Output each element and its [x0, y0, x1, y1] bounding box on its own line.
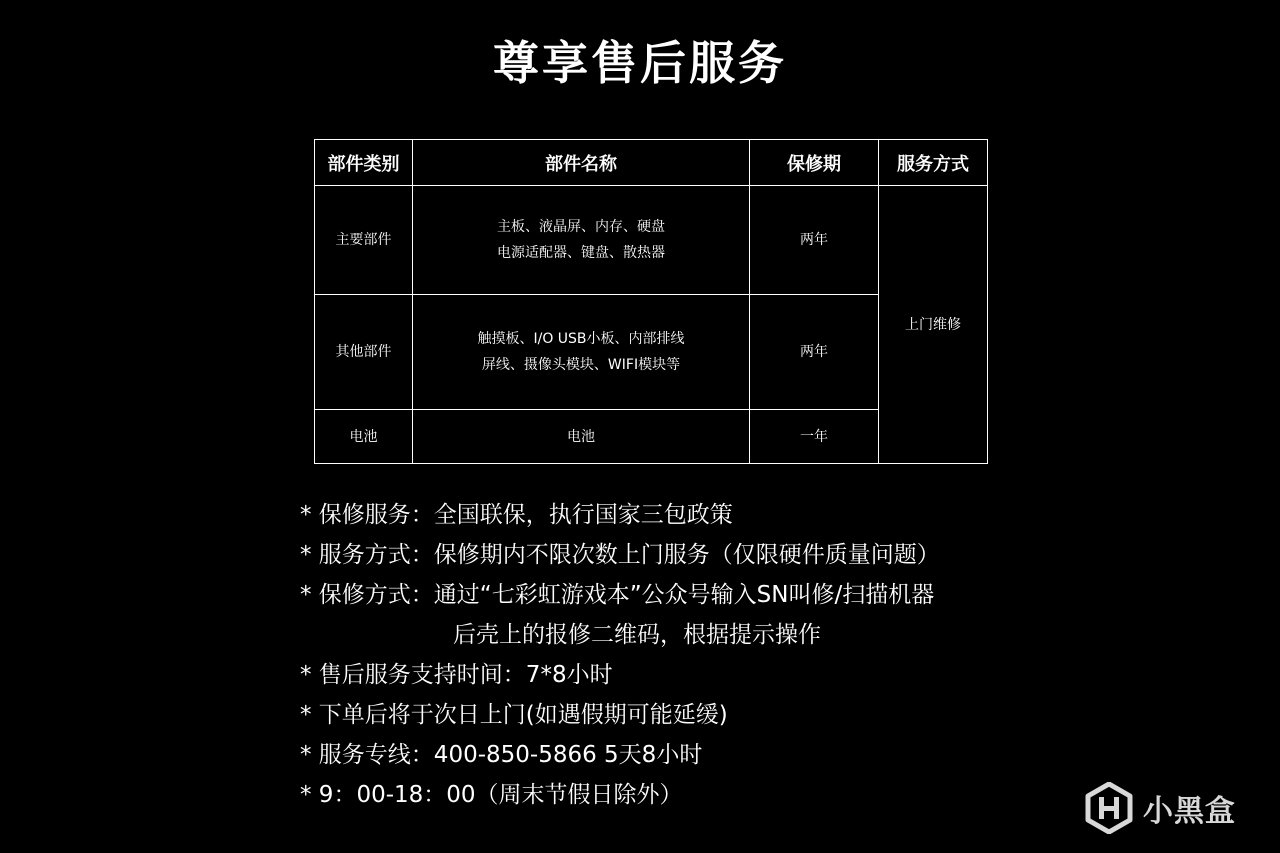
parts-cell: [413, 186, 750, 295]
heybox-logo-icon: [1085, 782, 1133, 834]
table-row: [315, 186, 988, 295]
category-cell: 其他部件: [315, 295, 413, 410]
period-cell: 两年: [750, 186, 879, 295]
parts-line: 电源适配器、键盘、散热器: [497, 245, 665, 261]
note-support-hours: * 售后服务支持时间：7*8小时: [300, 662, 613, 688]
service-method-cell: 上门维修: [879, 186, 988, 464]
header-warranty-period: 保修期: [750, 140, 879, 186]
parts-line: 屏线、摄像头模块、WIFI模块等: [481, 357, 681, 373]
note-hotline-hours: * 9：00-18：00（周末节假日除外）: [300, 782, 683, 808]
warranty-table: [314, 139, 988, 464]
parts-cell: [413, 295, 750, 410]
heybox-logo-text: 小黑盒: [1143, 794, 1236, 829]
note-warranty-method-continued: 后壳上的报修二维码，根据提示操作: [453, 622, 821, 648]
period-cell: 一年: [750, 410, 879, 464]
header-part-name: 部件名称: [413, 140, 750, 186]
note-next-day-visit: * 下单后将于次日上门(如遇假期可能延缓): [300, 702, 728, 728]
note-warranty-method: * 保修方式：通过“七彩虹游戏本”公众号输入SN叫修/扫描机器: [300, 582, 935, 608]
parts-line: 电池: [567, 428, 595, 445]
parts-cell: [413, 410, 750, 464]
note-warranty-service: * 保修服务：全国联保，执行国家三包政策: [300, 502, 733, 528]
parts-line: 主板、液晶屏、内存、硬盘: [497, 219, 665, 235]
service-notes: [300, 495, 1040, 815]
category-cell: 电池: [315, 410, 413, 464]
period-cell: 两年: [750, 295, 879, 410]
parts-line: 触摸板、I/O USB小板、内部排线: [477, 331, 685, 347]
note-service-method: * 服务方式：保修期内不限次数上门服务（仅限硬件质量问题）: [300, 542, 940, 568]
heybox-watermark: [1085, 780, 1236, 836]
table-header-row: [315, 140, 988, 186]
category-cell: 主要部件: [315, 186, 413, 295]
header-service-method: 服务方式: [879, 140, 988, 186]
header-part-category: 部件类别: [315, 140, 413, 186]
note-service-hotline: * 服务专线：400-850-5866 5天8小时: [300, 742, 703, 768]
page-title: 尊享售后服务: [493, 36, 787, 90]
